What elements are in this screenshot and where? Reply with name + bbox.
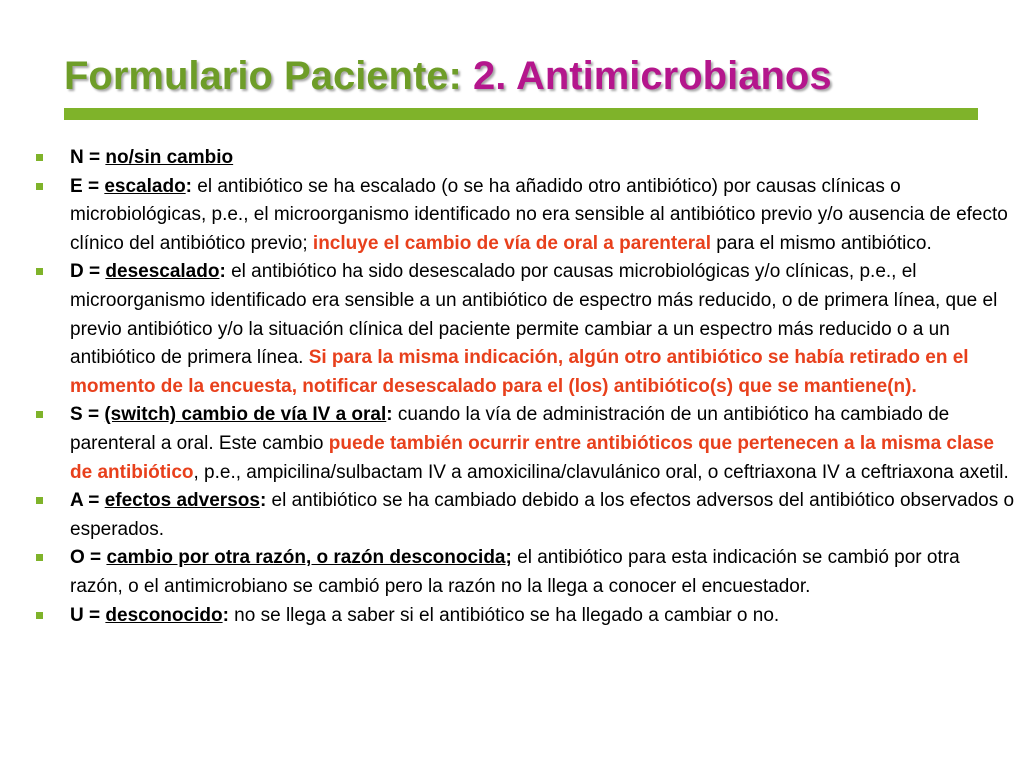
term-label: escalado bbox=[104, 175, 186, 197]
bullet-text bbox=[70, 144, 1016, 173]
equals-sign: = bbox=[83, 261, 106, 283]
equals-sign: = bbox=[83, 490, 105, 512]
bullet-text bbox=[70, 258, 1016, 401]
title-main: Formulario Paciente: bbox=[64, 54, 462, 98]
list-item-n bbox=[36, 144, 1016, 173]
slide-title bbox=[64, 52, 832, 100]
list-item-o bbox=[36, 544, 1016, 601]
term-label: cambio por otra razón, o razón desconocida bbox=[106, 547, 506, 569]
code-letter: N bbox=[70, 147, 84, 168]
term-label: desconocido bbox=[105, 604, 223, 626]
bullet-text bbox=[70, 173, 1016, 259]
term-punctuation: : bbox=[185, 175, 192, 197]
title-section: 2. Antimicrobianos bbox=[461, 54, 832, 98]
term-label: desescalado bbox=[105, 261, 220, 283]
equals-sign: = bbox=[84, 547, 107, 569]
square-bullet-icon bbox=[36, 612, 43, 619]
square-bullet-icon bbox=[36, 497, 43, 504]
square-bullet-icon bbox=[36, 183, 43, 190]
equals-sign: = bbox=[83, 147, 106, 168]
title-underline-bar bbox=[64, 108, 978, 120]
square-bullet-icon bbox=[36, 268, 43, 275]
bullet-text bbox=[70, 401, 1016, 487]
description-text: el antibiótico se ha escalado (o se ha añadido otro antibiótico) por causas clínicas o microbiológicas, p.e., el microorganismo identificado no era sensible al antibiótico previo y/o ausencia de efecto clínico del antibiótico previo; bbox=[70, 175, 1008, 254]
term-punctuation: ; bbox=[505, 547, 512, 569]
code-letter: S bbox=[70, 404, 83, 426]
term-punctuation: : bbox=[386, 404, 393, 426]
bullet-text bbox=[70, 487, 1016, 544]
code-letter: U bbox=[70, 604, 84, 626]
description-text: el antibiótico ha sido desescalado por causas microbiológicas y/o clínicas, p.e., el microorganismo identificado era sensible a un antibiótico de espectro más reducido, o de primera línea, que el previo antibiótico y/o la situación clínica del paciente permite cambiar a un espectro más reducido o a un antibiótico de primera línea. bbox=[70, 261, 998, 369]
equals-sign: = bbox=[82, 175, 105, 197]
description-text: , p.e., ampicilina/sulbactam IV a amoxicilina/clavulánico oral, o ceftriaxona IV a ceftriaxona axetil. bbox=[193, 461, 1009, 483]
list-item-e bbox=[36, 173, 1016, 259]
term-label: efectos adversos bbox=[104, 490, 260, 512]
square-bullet-icon bbox=[36, 154, 43, 161]
equals-sign: = bbox=[83, 604, 106, 626]
list-item-a bbox=[36, 487, 1016, 544]
description-text: cuando la vía de administración de un antibiótico ha cambiado de parenteral a oral. Este cambio bbox=[70, 404, 950, 454]
code-letter: O bbox=[70, 547, 85, 569]
term-label: (switch) cambio de vía IV a oral bbox=[104, 404, 387, 426]
term-label: no/sin cambio bbox=[105, 147, 234, 168]
highlight-text: puede también ocurrir entre antibióticos que pertenecen a la misma clase de antibiótico bbox=[70, 432, 994, 483]
square-bullet-icon bbox=[36, 554, 43, 561]
highlight-text: incluye el cambio de vía de oral a parenteral bbox=[312, 232, 712, 254]
term-punctuation: : bbox=[259, 490, 267, 512]
description-text: no se llega a saber si el antibiótico se ha llegado a cambiar o no. bbox=[228, 604, 780, 626]
definitions-list bbox=[36, 144, 1016, 630]
description-text: para el mismo antibiótico. bbox=[711, 232, 932, 254]
square-bullet-icon bbox=[36, 411, 43, 418]
term-punctuation: : bbox=[222, 604, 229, 626]
description-text: el antibiótico para esta indicación se cambió por otra razón, o el antimicrobiano se cambió pero la razón no la llega a conocer el encuestador. bbox=[70, 547, 960, 597]
highlight-text: Si para la misma indicación, algún otro antibiótico se había retirado en el momento de la encuesta, notificar desescalado para el (los) antibiótico(s) que se mantiene(n). bbox=[70, 347, 969, 397]
list-item-d bbox=[36, 258, 1016, 401]
code-letter: E bbox=[70, 175, 83, 197]
list-item-u bbox=[36, 602, 1016, 631]
term-punctuation: : bbox=[219, 261, 226, 283]
equals-sign: = bbox=[82, 404, 105, 426]
code-letter: A bbox=[70, 490, 84, 512]
description-text: el antibiótico se ha cambiado debido a los efectos adversos del antibiótico observados o esperados. bbox=[70, 490, 1015, 540]
list-item-s bbox=[36, 401, 1016, 487]
code-letter: D bbox=[70, 261, 84, 283]
bullet-text bbox=[70, 544, 1016, 601]
bullet-text bbox=[70, 602, 1016, 631]
